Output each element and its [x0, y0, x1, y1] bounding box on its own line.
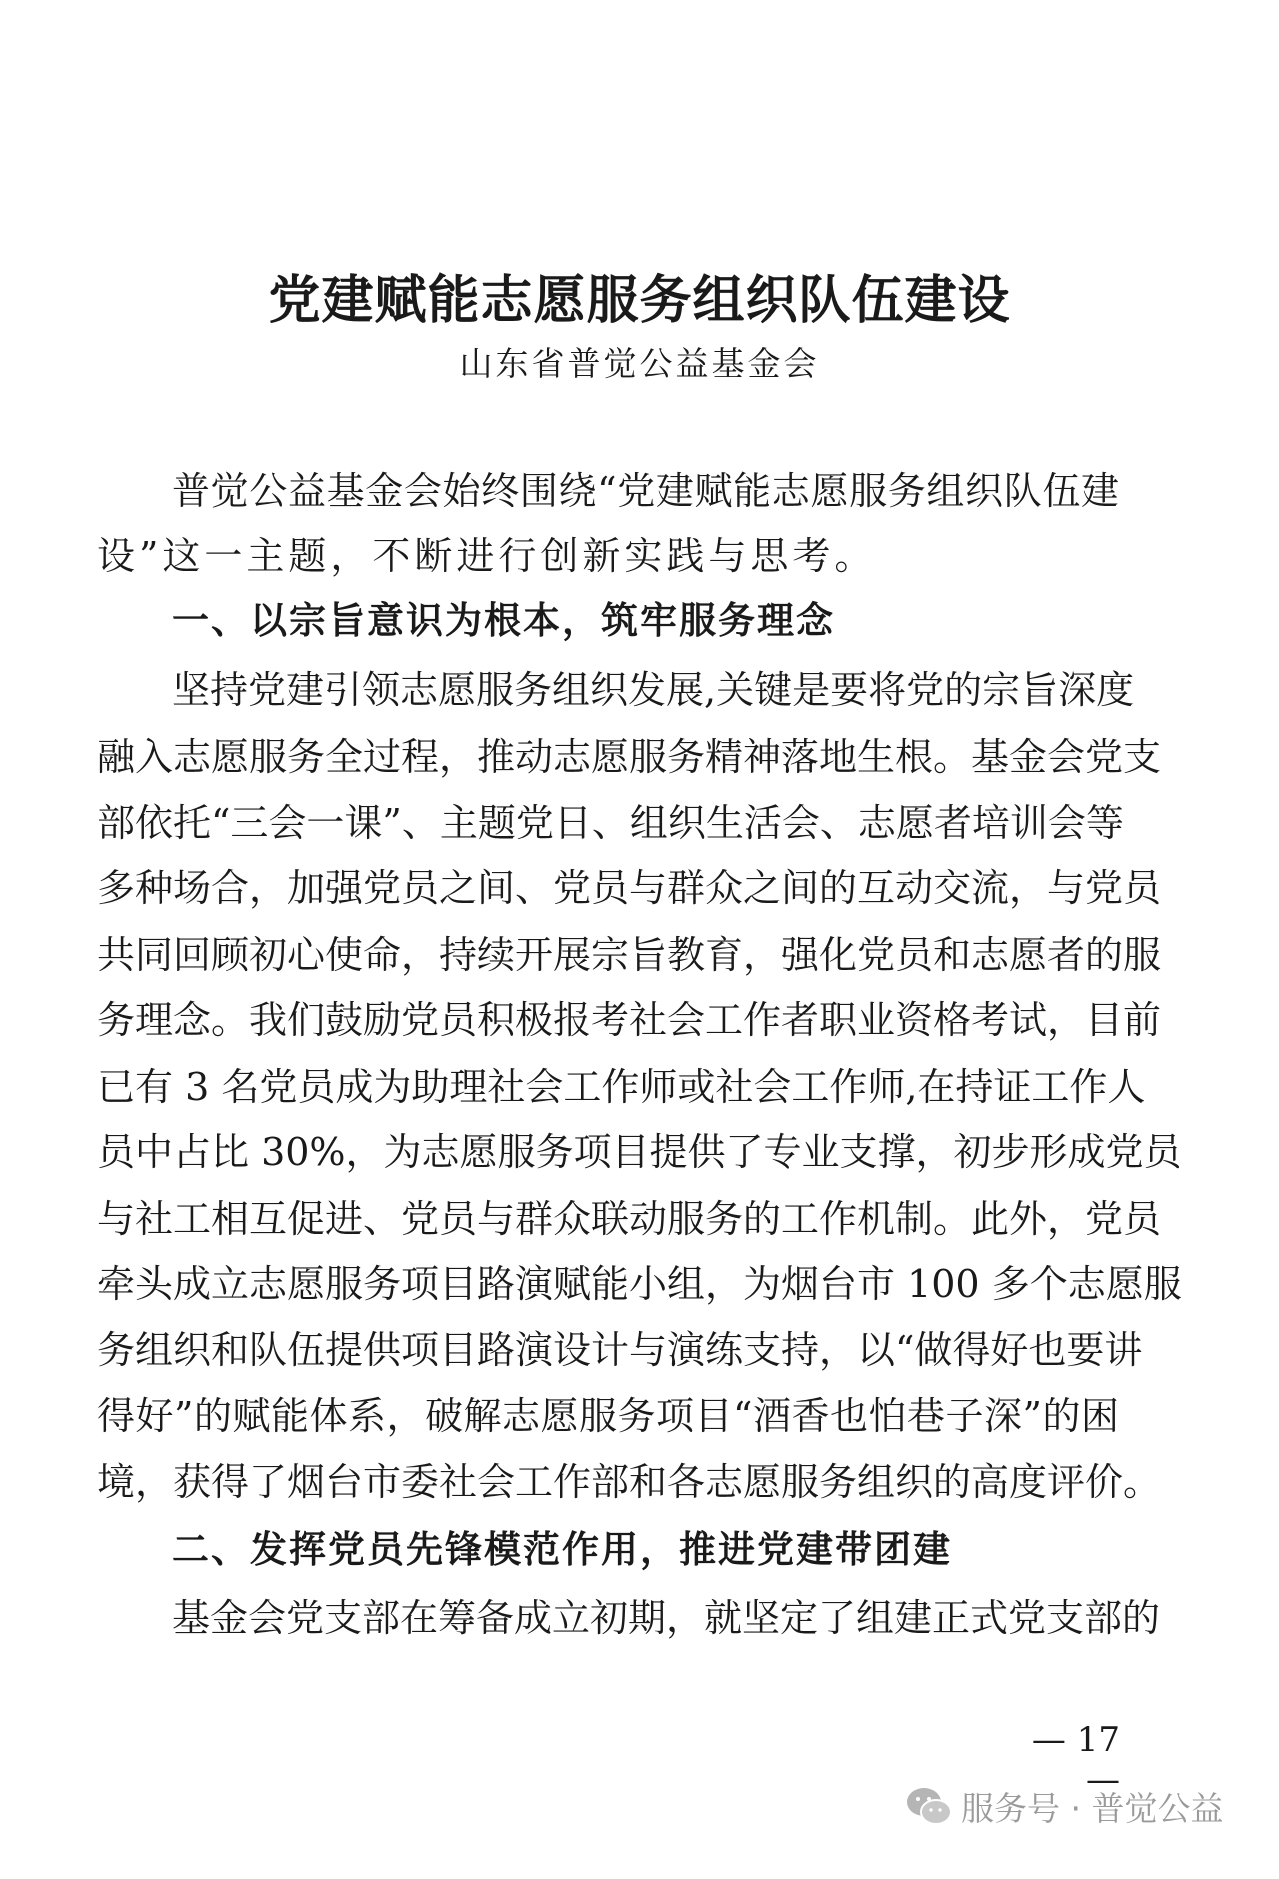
watermark-text: 服务号 · 普觉公益	[961, 1789, 1224, 1828]
body-line: 共同回顾初心使命，持续开展宗旨教育，强化党员和志愿者的服	[97, 933, 1162, 977]
body-line: 坚持党建引领志愿服务组织发展,关键是要将党的宗旨深度	[172, 668, 1135, 712]
wechat-icon	[905, 1786, 953, 1828]
section-heading: 一、以宗旨意识为根本，筑牢服务理念	[172, 599, 835, 642]
body-line: 部依托“三会一课”、主题党日、组织生活会、志愿者培训会等	[97, 801, 1124, 845]
body-line: 基金会党支部在筹备成立初期，就坚定了组建正式党支部的	[172, 1596, 1161, 1640]
body-line: 牵头成立志愿服务项目路演赋能小组，为烟台市 100 多个志愿服	[97, 1262, 1182, 1306]
body-line: 与社工相互促进、党员与群众联动服务的工作机制。此外，党员	[97, 1197, 1162, 1241]
body-line: 多种场合，加强党员之间、党员与群众之间的互动交流，与党员	[97, 866, 1162, 910]
page-number: — 17 —	[1031, 1720, 1120, 1800]
body-line: 普觉公益基金会始终围绕“党建赋能志愿服务组织队伍建	[172, 469, 1119, 513]
body-line: 员中占比 30%，为志愿服务项目提供了专业支撑，初步形成党员	[97, 1130, 1182, 1174]
body-line: 设”这一主题，不断进行创新实践与思考。	[97, 534, 877, 578]
section-heading: 二、发挥党员先锋模范作用，推进党建带团建	[172, 1528, 952, 1571]
body-line: 得好”的赋能体系，破解志愿服务项目“酒香也怕巷子深”的困	[97, 1394, 1119, 1438]
body-line: 已有 3 名党员成为助理社会工作师或社会工作师,在持证工作人	[97, 1065, 1146, 1109]
body-line: 务理念。我们鼓励党员积极报考社会工作者职业资格考试，目前	[97, 998, 1162, 1042]
body-line: 融入志愿服务全过程，推动志愿服务精神落地生根。基金会党支	[97, 735, 1162, 779]
watermark	[905, 1783, 1223, 1830]
body-line: 务组织和队伍提供项目路演设计与演练支持，以“做得好也要讲	[97, 1328, 1143, 1372]
body-line: 境，获得了烟台市委社会工作部和各志愿服务组织的高度评价。	[97, 1460, 1162, 1504]
document-subtitle: 山东省普觉公益基金会	[459, 344, 820, 383]
document-title: 党建赋能志愿服务组织队伍建设	[268, 270, 1011, 331]
